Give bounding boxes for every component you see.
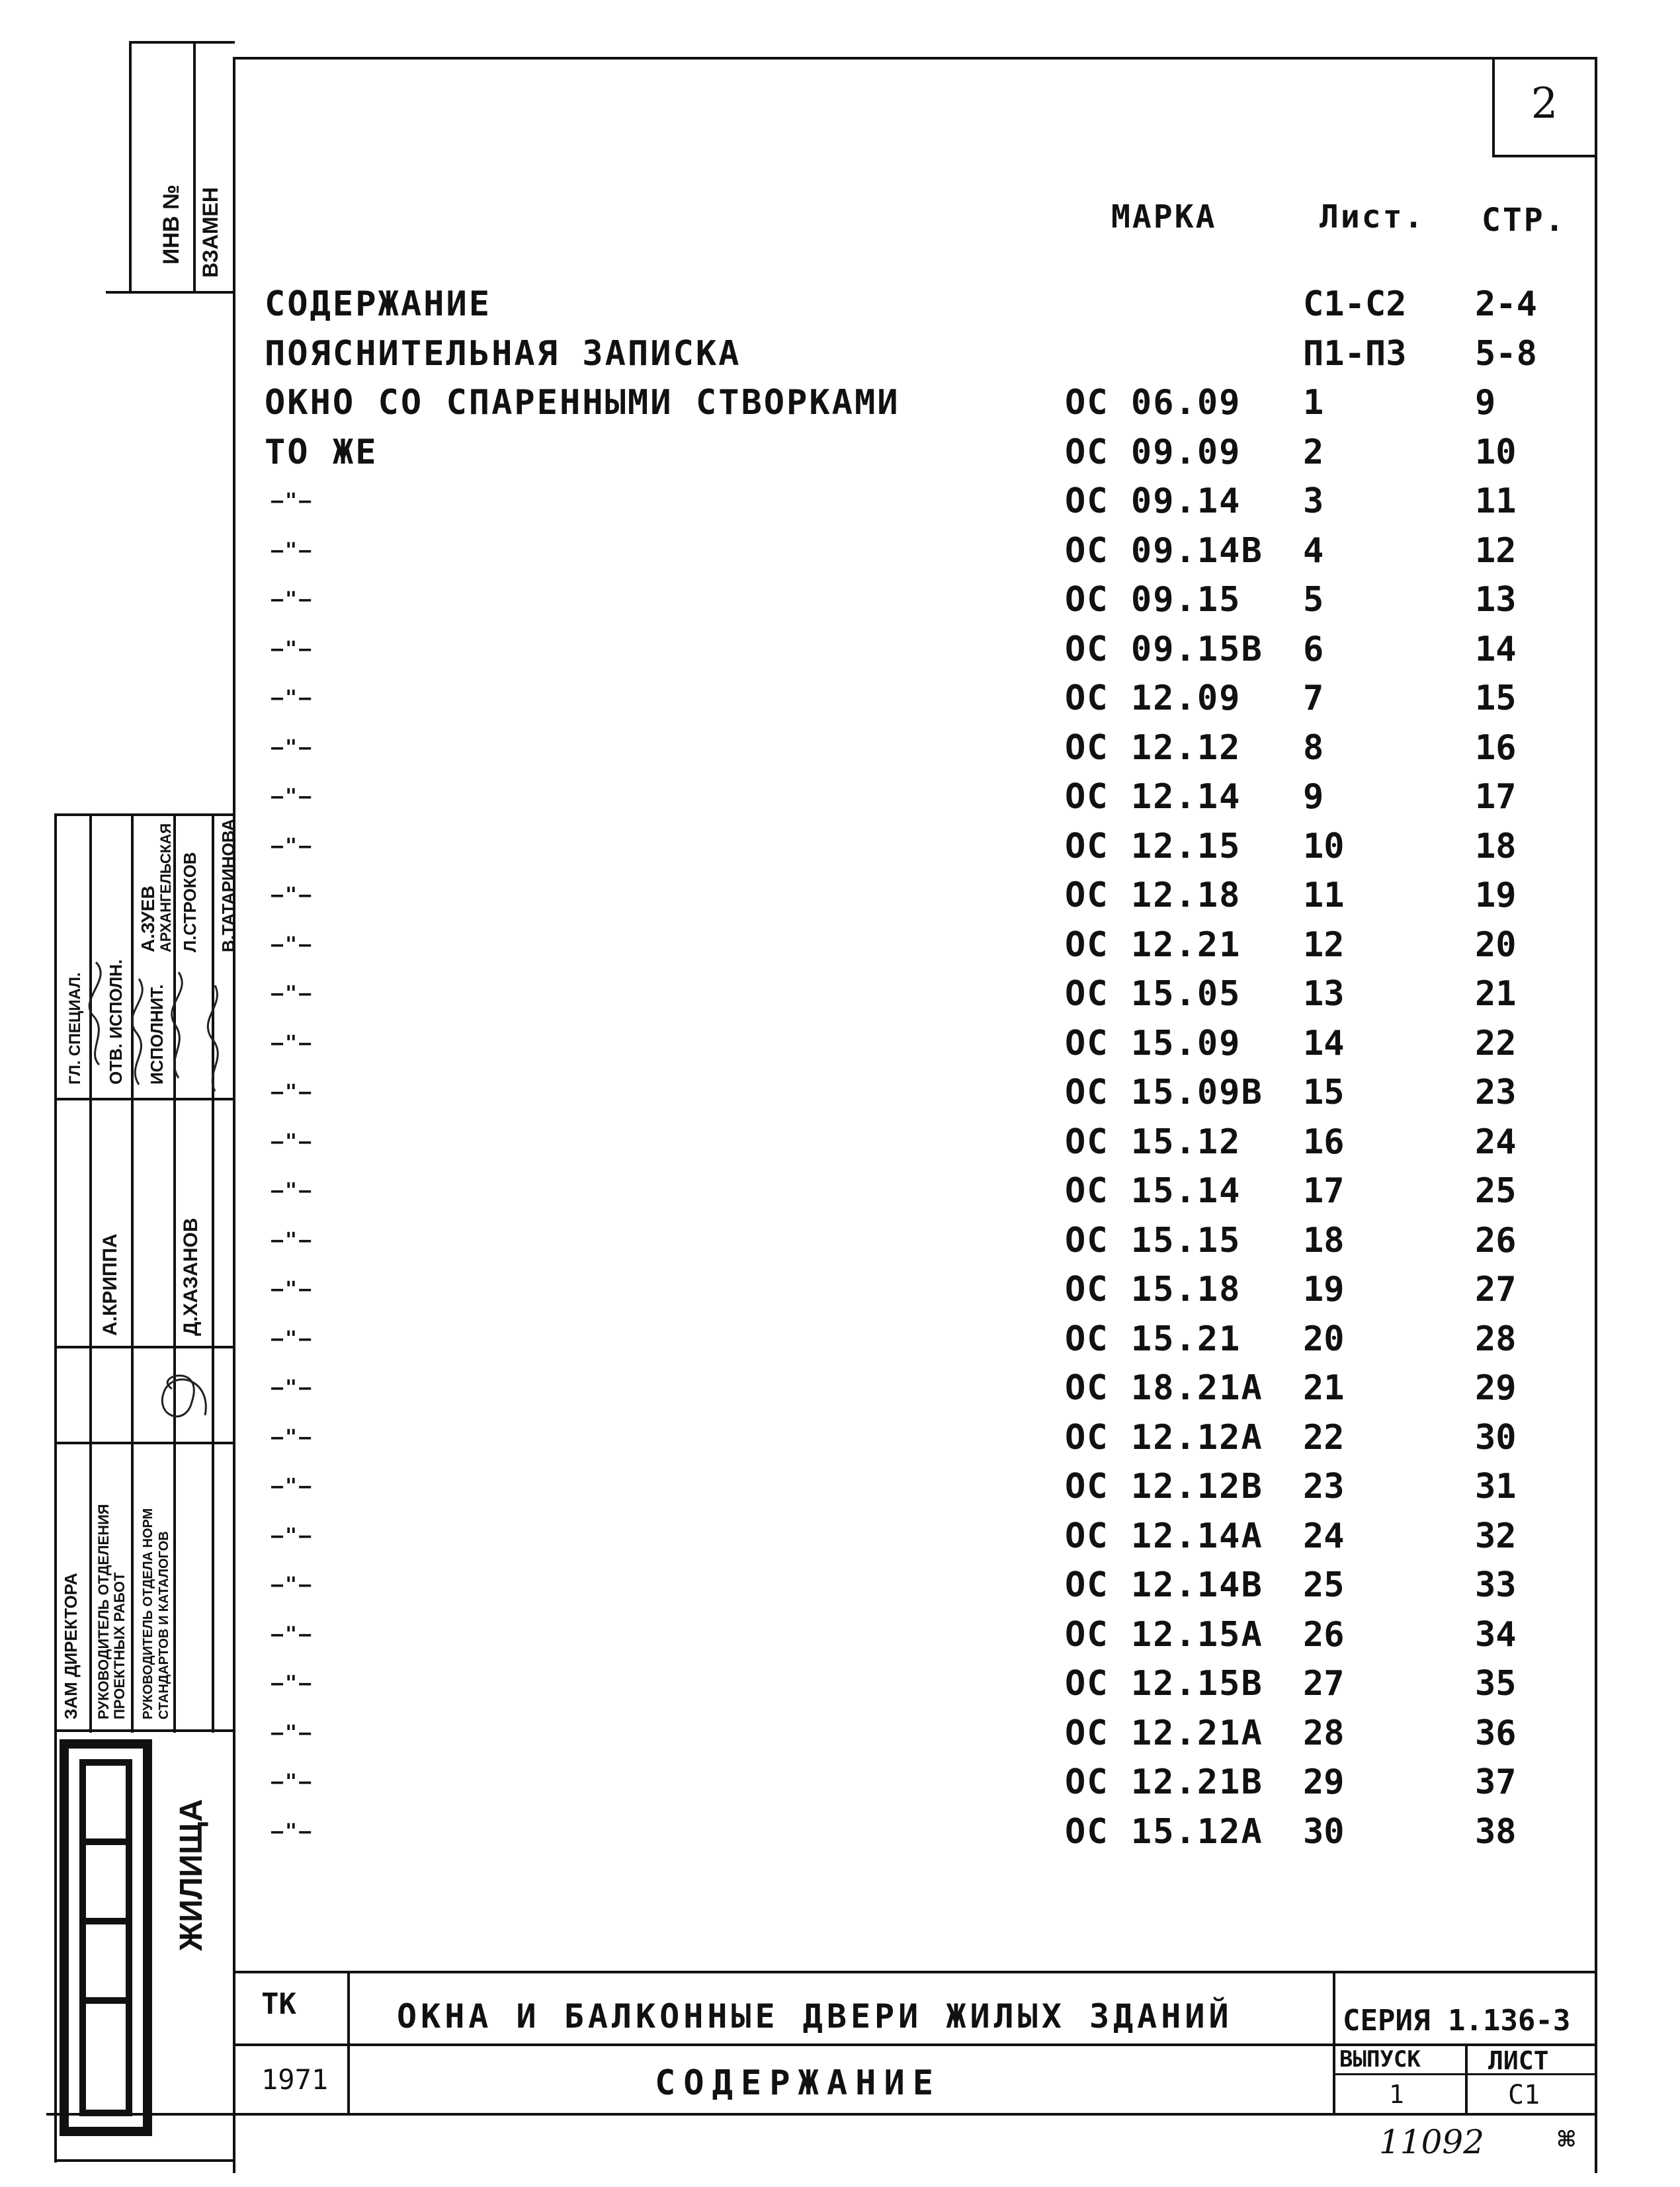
contents-row: [265, 383, 1574, 432]
row-page: 9: [1475, 383, 1496, 423]
row-mark: ОС 09.15: [1065, 580, 1241, 620]
row-page: 30: [1475, 1418, 1517, 1458]
row-mark: ОС 12.21В: [1065, 1762, 1263, 1802]
row-page: 26: [1475, 1221, 1517, 1260]
contents-row: [265, 1122, 1574, 1171]
stamp-row-d: [54, 1729, 234, 1732]
row-sheet: 25: [1303, 1565, 1345, 1605]
row-description: —"—: [271, 736, 314, 759]
row-page: 22: [1475, 1024, 1517, 1063]
row-description: —"—: [271, 1278, 314, 1301]
vypusk-label: ВЫПУСК: [1339, 2046, 1421, 2073]
sheet-title: СОДЕРЖАНИЕ: [655, 2063, 942, 2103]
contents-row: [265, 925, 1574, 974]
row-page: 31: [1475, 1467, 1517, 1506]
row-page: 2-4: [1475, 284, 1537, 324]
row-sheet: 11: [1303, 876, 1345, 915]
row-sheet: С1-С2: [1303, 284, 1407, 324]
role-ispolnit: ИСПОЛНИТ.: [147, 984, 167, 1085]
contents-row: [265, 531, 1574, 580]
list-label: ЛИСТ: [1488, 2046, 1549, 2075]
row-sheet: 8: [1303, 728, 1324, 768]
row-page: 20: [1475, 925, 1517, 965]
contents-row: [265, 1565, 1574, 1614]
sheet-number: 2: [1531, 79, 1558, 128]
row-sheet: 20: [1303, 1319, 1345, 1359]
contents-row: [265, 679, 1574, 727]
row-mark: ОС 15.15: [1065, 1221, 1241, 1260]
contents-row: [265, 1713, 1574, 1762]
row-description: —"—: [271, 539, 314, 562]
row-mark: ОС 18.21А: [1065, 1368, 1263, 1408]
vypusk-value: 1: [1389, 2080, 1404, 2109]
row-page: 12: [1475, 531, 1517, 571]
row-description: —"—: [271, 686, 314, 710]
row-page: 5-8: [1475, 334, 1537, 374]
row-mark: ОС 15.18: [1065, 1270, 1241, 1309]
row-mark: ОС 12.12А: [1065, 1418, 1263, 1458]
inv-no-label: ИНВ №: [159, 185, 184, 265]
row-sheet: 26: [1303, 1615, 1345, 1655]
row-sheet: 1: [1303, 383, 1324, 423]
series-label: СЕРИЯ 1.136-3: [1343, 2004, 1571, 2038]
row-sheet: 10: [1303, 827, 1345, 866]
row-mark: ОС 06.09: [1065, 383, 1241, 423]
row-sheet: 5: [1303, 580, 1324, 620]
row-mark: ОС 12.15В: [1065, 1664, 1263, 1704]
row-sheet: 15: [1303, 1073, 1345, 1112]
row-description: —"—: [271, 1475, 314, 1498]
contents-row: [265, 728, 1574, 777]
row-sheet: 12: [1303, 925, 1345, 965]
frame-left: [233, 57, 235, 2173]
contents-row: [265, 1615, 1574, 1664]
row-page: 17: [1475, 777, 1517, 817]
row-page: 33: [1475, 1565, 1517, 1605]
row-description: —"—: [271, 1770, 314, 1794]
stamp-outer-left: [54, 813, 57, 2163]
row-description: СОДЕРЖАНИЕ: [265, 284, 492, 324]
row-page: 19: [1475, 876, 1517, 915]
header-str: СТР.: [1482, 202, 1566, 239]
row-page: 18: [1475, 827, 1517, 866]
role-ruk-norm: РУКОВОДИТЕЛЬ ОТДЕЛА НОРМ СТАНДАРТОВ И КАТАЛОГОВ: [141, 1508, 171, 1719]
side-top-mid: [193, 41, 196, 292]
row-mark: ОС 09.14В: [1065, 531, 1263, 571]
list-value: С1: [1508, 2080, 1540, 2110]
row-sheet: 3: [1303, 481, 1324, 521]
row-mark: ОС 12.15: [1065, 827, 1241, 866]
contents-row: [265, 1171, 1574, 1220]
role-gl-spec: ГЛ. СПЕЦИАЛ.: [66, 972, 84, 1085]
role-otv-ispoln: ОТВ. ИСПОЛН.: [106, 959, 126, 1085]
contents-row: [265, 1368, 1574, 1417]
vzamen-label: ВЗАМЕН: [198, 187, 222, 278]
row-page: 24: [1475, 1122, 1517, 1162]
row-sheet: 18: [1303, 1221, 1345, 1260]
contents-row: [265, 580, 1574, 629]
row-description: —"—: [271, 835, 314, 858]
row-description: —"—: [271, 982, 314, 1005]
contents-row: [265, 1221, 1574, 1270]
frame-top: [233, 57, 1597, 60]
role-ruk-otdel: РУКОВОДИТЕЛЬ ОТДЕЛЕНИЯ ПРОЕКТНЫХ РАБОТ: [95, 1504, 128, 1719]
row-mark: ОС 09.14: [1065, 481, 1241, 521]
row-description: —"—: [271, 588, 314, 611]
row-page: 21: [1475, 974, 1517, 1014]
row-mark: ОС 12.14А: [1065, 1516, 1263, 1556]
title-block-sub: [1333, 2073, 1597, 2075]
org-logo: [60, 1739, 159, 2143]
row-description: —"—: [271, 638, 314, 661]
name-krippa: А.КРИППА: [99, 1233, 121, 1336]
contents-row: [265, 1762, 1574, 1811]
contents-row: [265, 630, 1574, 679]
row-mark: ОС 15.09: [1065, 1024, 1241, 1063]
row-description: —"—: [271, 1721, 314, 1745]
row-mark: ОС 12.12: [1065, 728, 1241, 768]
contents-row: [265, 777, 1574, 826]
year-label: 1971: [261, 2063, 329, 2096]
row-sheet: 27: [1303, 1664, 1345, 1704]
org-name: ЖИЛИЩА: [174, 1799, 209, 1951]
row-sheet: 23: [1303, 1467, 1345, 1506]
row-description: —"—: [271, 1426, 314, 1449]
row-sheet: 4: [1303, 531, 1324, 571]
row-page: 37: [1475, 1762, 1517, 1802]
contents-row: [265, 1812, 1574, 1861]
row-description: —"—: [271, 1672, 314, 1695]
header-list: Лист.: [1320, 198, 1425, 235]
contents-row: [265, 433, 1574, 481]
row-mark: ОС 15.12А: [1065, 1812, 1263, 1852]
row-description: —"—: [271, 489, 314, 513]
row-description: —"—: [271, 1327, 314, 1350]
title-block-col-c: [1465, 2043, 1468, 2113]
row-description: —"—: [271, 1623, 314, 1646]
row-sheet: 9: [1303, 777, 1324, 817]
row-sheet: 14: [1303, 1024, 1345, 1063]
row-page: 34: [1475, 1615, 1517, 1655]
row-description: —"—: [271, 785, 314, 808]
row-mark: ОС 12.21: [1065, 925, 1241, 965]
contents-row: [265, 827, 1574, 876]
title-block-col-a: [347, 1971, 350, 2113]
row-page: 13: [1475, 580, 1517, 620]
row-mark: ОС 12.14: [1065, 777, 1241, 817]
row-mark: ОС 12.15А: [1065, 1615, 1263, 1655]
row-mark: ОС 12.12В: [1065, 1467, 1263, 1506]
frame-right: [1595, 57, 1597, 2173]
row-mark: ОС 12.09: [1065, 679, 1241, 718]
row-description: —"—: [271, 1130, 314, 1153]
row-mark: ОС 09.09: [1065, 433, 1241, 472]
row-page: 23: [1475, 1073, 1517, 1112]
header-marka: МАРКА: [1111, 198, 1217, 235]
side-top-bottom: [106, 291, 235, 294]
row-description: —"—: [271, 1229, 314, 1252]
row-page: 25: [1475, 1171, 1517, 1211]
row-mark: ОС 12.14В: [1065, 1565, 1263, 1605]
side-top-top: [129, 41, 235, 44]
row-mark: ОС 09.15В: [1065, 630, 1263, 669]
role-zam-director: ЗАМ ДИРЕКТОРА: [61, 1573, 81, 1719]
contents-row: [265, 1418, 1574, 1467]
footer-number: 11092: [1379, 2123, 1485, 2161]
row-page: 27: [1475, 1270, 1517, 1309]
row-page: 36: [1475, 1713, 1517, 1753]
contents-row: [265, 1516, 1574, 1565]
name-arkhangelskaya: АРХАНГЕЛЬСКАЯ: [157, 823, 174, 952]
title-block-top: [233, 1971, 1597, 1973]
row-page: 32: [1475, 1516, 1517, 1556]
row-page: 38: [1475, 1812, 1517, 1852]
row-mark: ОС 15.21: [1065, 1319, 1241, 1359]
row-mark: ОС 15.14: [1065, 1171, 1241, 1211]
name-zuev: А.ЗУЕВ: [138, 886, 158, 952]
row-page: 16: [1475, 728, 1517, 768]
row-sheet: 2: [1303, 433, 1324, 472]
row-description: —"—: [271, 1179, 314, 1202]
name-strokov: Л.СТРОКОВ: [180, 852, 200, 952]
stamp-bottom: [54, 2159, 234, 2162]
row-description: —"—: [271, 1032, 314, 1055]
row-description: ОКНО СО СПАРЕННЫМИ СТВОРКАМИ: [265, 383, 900, 423]
row-description: —"—: [271, 1376, 314, 1399]
row-description: —"—: [271, 884, 314, 907]
row-mark: ОС 15.05: [1065, 974, 1241, 1014]
row-page: 28: [1475, 1319, 1517, 1359]
row-sheet: 13: [1303, 974, 1345, 1014]
title-block-bottom: [46, 2113, 1597, 2116]
row-page: 29: [1475, 1368, 1517, 1408]
row-sheet: 16: [1303, 1122, 1345, 1162]
signature-marks: [73, 952, 231, 1468]
title-block-col-b: [1333, 1971, 1335, 2113]
name-tatarinova: В.ТАТАРИНОВА: [218, 818, 238, 952]
contents-row: [265, 1467, 1574, 1516]
contents-row: [265, 1664, 1574, 1713]
row-page: 11: [1475, 481, 1517, 521]
row-sheet: 29: [1303, 1762, 1345, 1802]
row-mark: ОС 15.09В: [1065, 1073, 1263, 1112]
row-description: ТО ЖЕ: [265, 433, 378, 472]
row-mark: ОС 12.18: [1065, 876, 1241, 915]
row-sheet: 24: [1303, 1516, 1345, 1556]
row-page: 35: [1475, 1664, 1517, 1704]
contents-row: [265, 1024, 1574, 1073]
row-sheet: 6: [1303, 630, 1324, 669]
row-sheet: П1-П3: [1303, 334, 1407, 374]
contents-row: [265, 876, 1574, 925]
row-description: ПОЯСНИТЕЛЬНАЯ ЗАПИСКА: [265, 334, 741, 374]
row-mark: ОС 15.12: [1065, 1122, 1241, 1162]
row-sheet: 7: [1303, 679, 1324, 718]
contents-row: [265, 974, 1574, 1023]
row-sheet: 30: [1303, 1812, 1345, 1852]
tk-label: ТК: [261, 1987, 296, 2021]
contents-row: [265, 284, 1574, 333]
contents-row: [265, 481, 1574, 530]
contents-row: [265, 334, 1574, 383]
sheet-box-bottom: [1492, 155, 1597, 157]
contents-row: [265, 1270, 1574, 1319]
row-page: 10: [1475, 433, 1517, 472]
contents-row: [265, 1319, 1574, 1368]
contents-row: [265, 1073, 1574, 1122]
corner-mark: ⌘: [1558, 2123, 1575, 2157]
row-sheet: 17: [1303, 1171, 1345, 1211]
row-description: —"—: [271, 933, 314, 956]
row-description: —"—: [271, 1820, 314, 1843]
project-title: ОКНА И БАЛКОННЫЕ ДВЕРИ ЖИЛЫХ ЗДАНИЙ: [397, 1997, 1233, 2036]
row-page: 14: [1475, 630, 1517, 669]
row-sheet: 19: [1303, 1270, 1345, 1309]
row-sheet: 28: [1303, 1713, 1345, 1753]
side-top-outer: [129, 41, 132, 292]
name-khazanov: Д.ХАЗАНОВ: [180, 1217, 202, 1336]
row-description: —"—: [271, 1573, 314, 1596]
row-page: 15: [1475, 679, 1517, 718]
row-description: —"—: [271, 1081, 314, 1104]
row-description: —"—: [271, 1524, 314, 1547]
stamp-top: [54, 813, 234, 816]
row-mark: ОС 12.21А: [1065, 1713, 1263, 1753]
row-sheet: 22: [1303, 1418, 1345, 1458]
row-sheet: 21: [1303, 1368, 1345, 1408]
